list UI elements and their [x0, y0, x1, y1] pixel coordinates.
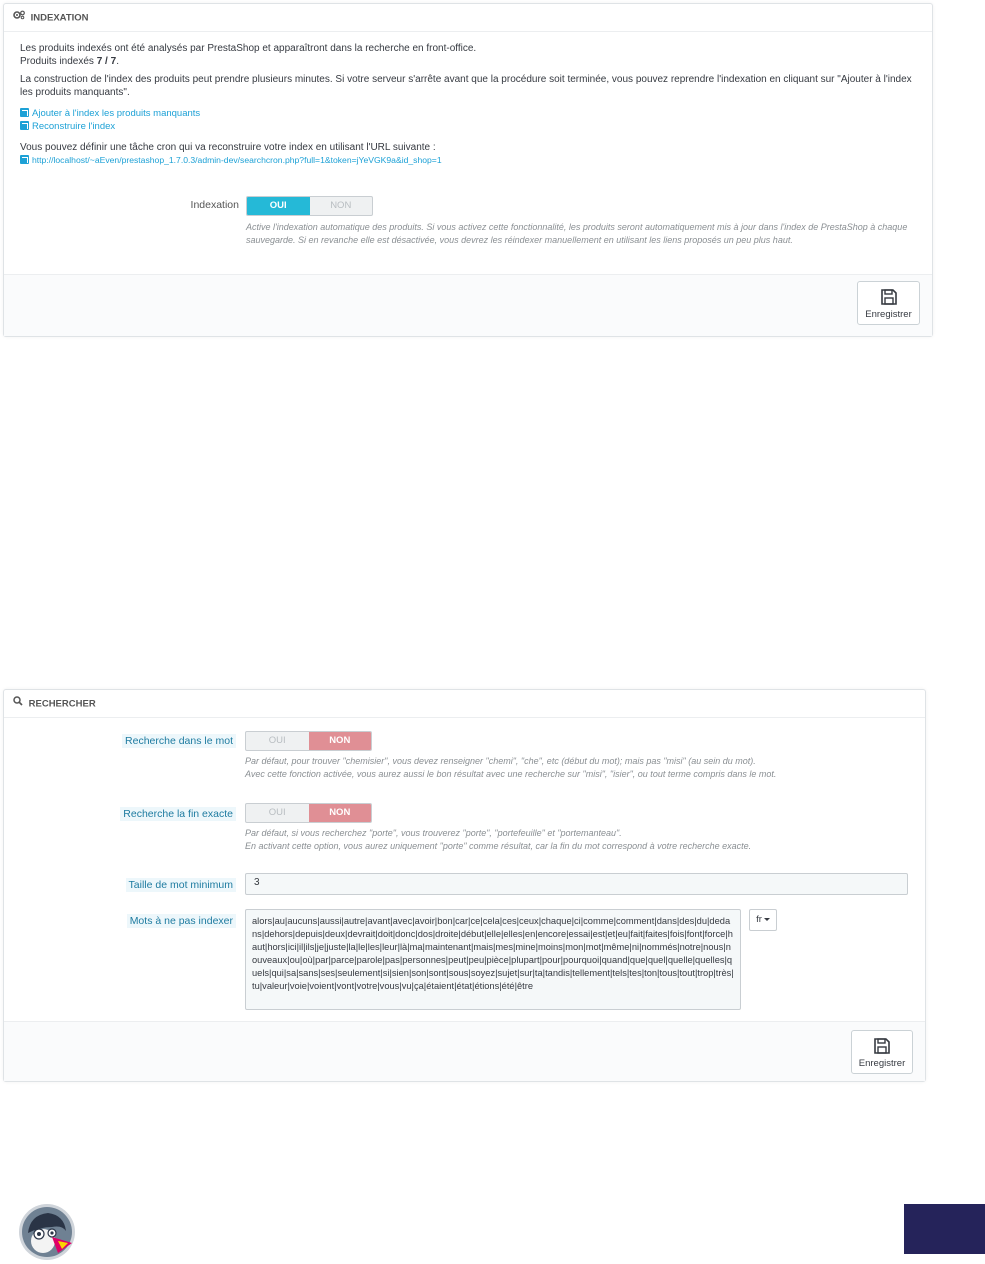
- search-footer: [4, 1021, 925, 1081]
- exact-end-yes-option[interactable]: OUI: [268, 807, 286, 818]
- search-save-label: Enregistrer: [858, 1058, 906, 1069]
- min-word-size-label: Taille de mot minimum: [126, 878, 236, 892]
- corner-block: [904, 1204, 985, 1254]
- search-heading-text: RECHERCHER: [28, 698, 96, 710]
- language-dropdown[interactable]: [749, 909, 777, 931]
- caret-down-icon: [764, 918, 770, 921]
- cron-text: Vous pouvez définir une tâche cron qui va reconstruire votre index en utilisant l'URL suivante :: [20, 142, 436, 153]
- indexation-no-option[interactable]: NON: [330, 200, 352, 211]
- indexation-body: [20, 42, 925, 167]
- rebuild-index-link-label: Reconstruire l'index: [32, 121, 116, 132]
- indexation-intro: Les produits indexés ont été analysés par PrestaShop et apparaîtront dans la recherche en front-office.: [20, 43, 477, 54]
- cron-url-label: http://localhost/~aEven/prestashop_1.7.0.3/admin-dev/searchcron.php?full=1&token=jYeVGK9a&id_shop=1: [32, 155, 442, 165]
- blacklist-textarea[interactable]: alors|au|aucuns|aussi|autre|avant|avec|avoir|bon|car|ce|cela|ces|ceux|chaque|ci|comme|comment|dans|des|du|dedans|dehors|depuis|deux|devrait|doit|donc|dos|droite|début|elle|elles|en|encore|essai|est|et|eu|fait|faites|fois|font|force|haut|hors|ici|il|ils|je|juste|la|le|les|leur|là|ma|maintenant|mais|mes|mine|moins|mon|mot|même|ni|nommés|notre|nous|nouveaux|ou|où|par|parce|parole|pas|personnes|peut|peu|pièce|plupart|pour|pourquoi|quand|que|quel|quelle|quelles|quels|qui|sa|sans|ses|seulement|si|sien|son|sont|sous|soyez|sujet|sur|ta|tandis|tellement|tels|tes|ton|tous|tout|trop|très|tu|valeur|voie|voient|vont|votre|vous|vu|ça|étaient|état|étions|été|être: [245, 909, 741, 1010]
- word-search-label: Recherche dans le mot: [122, 734, 236, 748]
- add-missing-link[interactable]: [20, 107, 925, 120]
- exact-end-no-option[interactable]: NON: [309, 804, 372, 822]
- save-icon: [873, 1037, 891, 1055]
- indexation-field-label: Indexation: [190, 199, 239, 211]
- indexed-products-line: [20, 55, 925, 68]
- indexed-suffix: .: [116, 56, 119, 67]
- search-save-button[interactable]: [851, 1030, 913, 1074]
- exact-end-help-1: Par défaut, si vous recherchez "porte", vous trouverez "porte", "portefeuille" et "portemanteau".: [245, 828, 622, 838]
- indexation-save-button[interactable]: [857, 281, 920, 325]
- indexed-count: 7 / 7: [96, 56, 117, 67]
- language-dropdown-value: fr: [756, 914, 762, 925]
- gears-icon: [13, 4, 25, 32]
- exact-end-help: [245, 827, 915, 853]
- construction-text: La construction de l'index des produits peut prendre plusieurs minutes. Si votre serveur s'arrête avant que la procédure soit terminée, vous pouvez reprendre l'indexation en cliquant sur "Ajouter à l'index les produits manquants".: [20, 74, 912, 98]
- word-search-no-option[interactable]: NON: [309, 732, 372, 750]
- blacklist-label: Mots à ne pas indexer: [127, 914, 236, 928]
- exact-end-label: Recherche la fin exacte: [120, 807, 236, 821]
- indexation-save-label: Enregistrer: [865, 309, 912, 320]
- indexation-panel-heading: [4, 4, 932, 32]
- indexation-heading-text: INDEXATION: [30, 12, 89, 24]
- word-search-help-1: Par défaut, pour trouver "chemisier", vous devez renseigner "chemi", "che", etc (début du mot); mais pas "misi" (au sein du mot).: [245, 756, 756, 766]
- word-search-switch[interactable]: [245, 731, 372, 751]
- external-link-icon: [20, 121, 29, 130]
- search-panel-heading: [4, 690, 925, 718]
- word-search-help: [245, 755, 915, 781]
- prestashop-logo: [18, 1203, 76, 1261]
- exact-end-switch[interactable]: [245, 803, 372, 823]
- min-word-size-input[interactable]: 3: [245, 873, 908, 895]
- indexed-prefix: Produits indexés: [20, 56, 97, 67]
- rebuild-index-link[interactable]: [20, 120, 925, 133]
- word-search-yes-option[interactable]: OUI: [268, 735, 286, 746]
- external-link-icon: [20, 155, 29, 164]
- indexation-panel: [3, 3, 933, 337]
- indexation-footer: [4, 274, 932, 336]
- external-link-icon: [20, 108, 29, 117]
- indexation-yes-option[interactable]: OUI: [247, 197, 310, 215]
- indexation-switch[interactable]: [246, 196, 373, 216]
- exact-end-help-2: En activant cette option, vous aurez uniquement "porte" comme résultat, car la fin du mot correspond à votre recherche exacte.: [245, 841, 752, 851]
- word-search-help-2: Avec cette fonction activée, vous aurez aussi le bon résultat avec une recherche sur "misi", "isier", ou tout terme compris dans le mot.: [245, 769, 777, 779]
- cron-url-link[interactable]: [20, 154, 925, 167]
- search-panel: [3, 689, 926, 1082]
- indexation-help: Active l'indexation automatique des produits. Si vous activez cette fonctionnalité, les produits seront automatiquement mis à jour dans l'index de PrestaShop à chaque sauvegarde. Si en revanche elle est désactivée, vous devrez les réindexer manuellement en utilisant les liens proposés un peu plus haut.: [246, 222, 908, 245]
- search-icon: [13, 690, 23, 718]
- save-icon: [880, 288, 898, 306]
- add-missing-link-label: Ajouter à l'index les produits manquants: [32, 108, 201, 119]
